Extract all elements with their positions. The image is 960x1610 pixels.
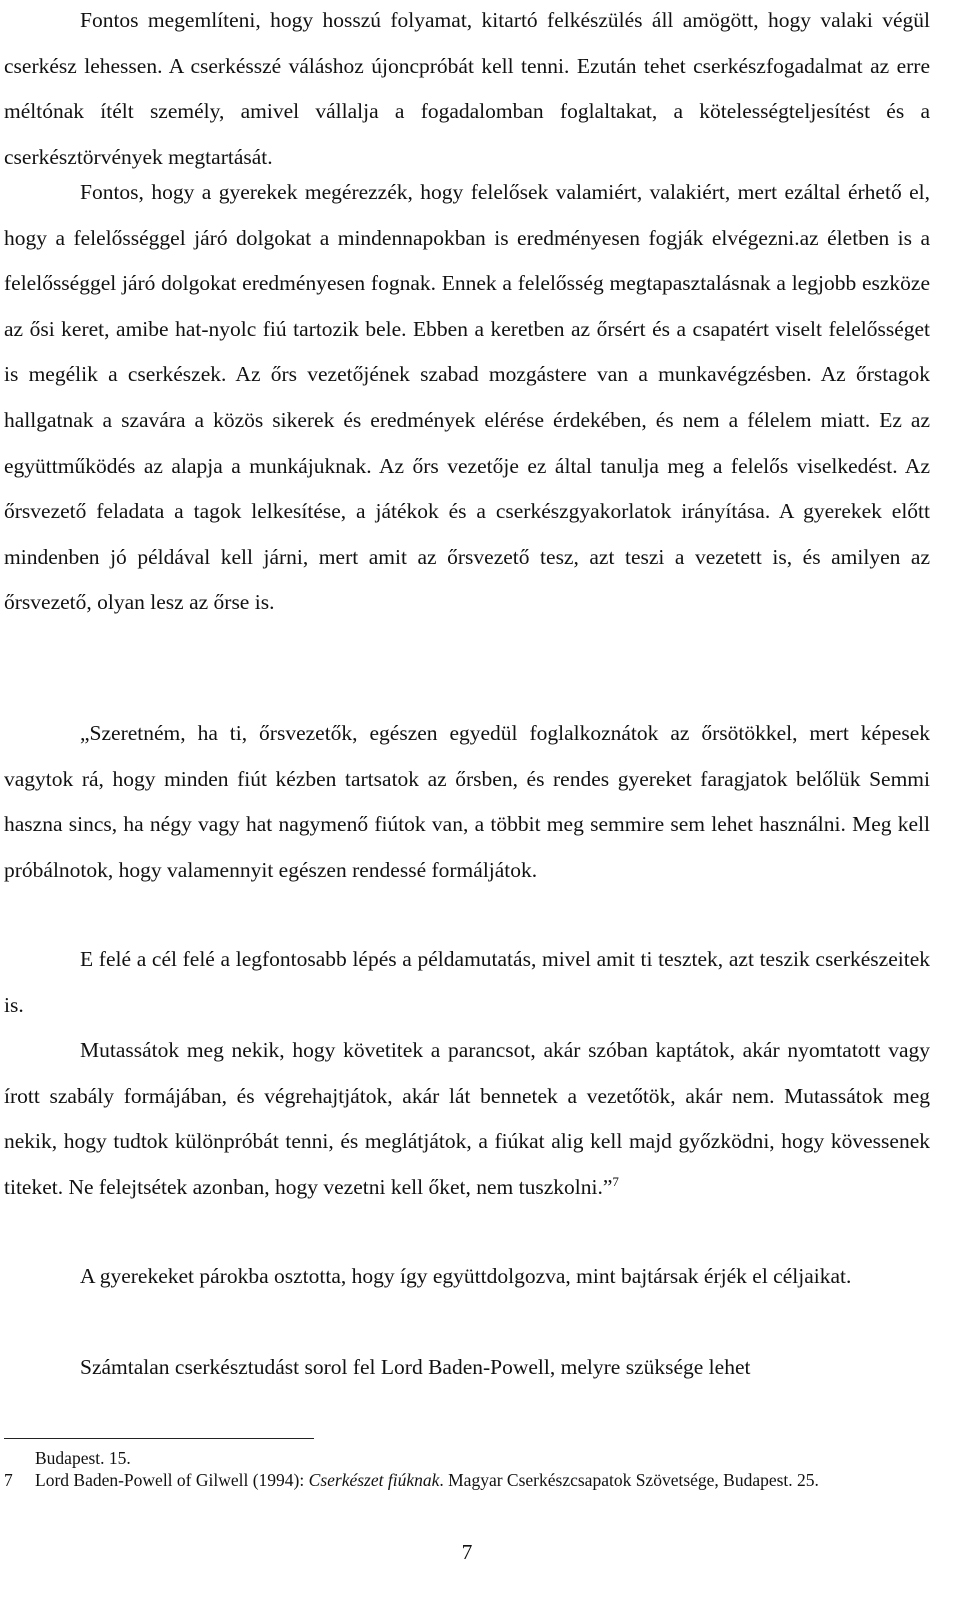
paragraph-5 [4, 1028, 930, 1210]
paragraph-3-quote: „Szeretném, ha ti, őrsvezetők, egészen egyedül foglalkoznátok az őrsötökkel, mert képesek vagytok rá, hogy minden fiút kézben tartsatok az őrsben, és rendes gyereket faragjatok belőlük Semmi haszna sincs, ha négy vagy hat nagymenő fiútok van, a többit meg semmire sem lehet használni. Meg kell próbálnotok, hogy valamennyit egészen rendessé formáljátok. [4, 721, 930, 882]
footnote-continuation [4, 1447, 930, 1469]
footnote-7-text-post: . Magyar Cserkészcsapatok Szövetsége, Budapest. 25. [439, 1470, 819, 1490]
footnotes [4, 1447, 930, 1491]
paragraph-1: Fontos megemlíteni, hogy hosszú folyamat, kitartó felkészülés áll amögött, hogy valaki végül cserkész lehessen. A cserkésszé váláshoz újoncpróbát kell tenni. Ezután tehet cserkészfogadalmat az erre méltónak ítélt személy, amivel vállalja a fogadalomban foglaltakat, a kötelességteljesítést és a cserkésztörvények megtartását. [4, 8, 930, 169]
footnote-7 [4, 1469, 930, 1491]
paragraph-7: Számtalan cserkésztudást sorol fel Lord Baden-Powell, melyre szüksége lehet [80, 1355, 751, 1379]
footnote-7-book-title: Cserkészet fiúknak [308, 1470, 440, 1490]
paragraph-6: A gyerekeket párokba osztotta, hogy így együttdolgozva, mint bajtársak érjék el céljaikat. [80, 1264, 852, 1288]
footnote-reference-7[interactable]: 7 [612, 1173, 619, 1189]
paragraph-5-text: Mutassátok meg nekik, hogy követitek a parancsot, akár szóban kaptátok, akár nyomtatott vagy írott szabály formájában, és végrehajtjátok, akár lát bennetek a vezetőtök, akár nem. Mutassátok meg nekik, hogy tudtok különpróbát tenni, és meglátjátok, a fiúkat alig kell majd győzködni, hogy kövessenek titeket. Ne felejtsétek azonban, hogy vezetni kell őket, nem tuszkolni.” [4, 1038, 930, 1199]
page-number: 7 [461, 1540, 473, 1564]
footnote-7-text-pre: Lord Baden-Powell of Gilwell (1994): [35, 1470, 309, 1490]
footnote-7-number: 7 [4, 1470, 13, 1490]
paragraph-4: E felé a cél felé a legfontosabb lépés a példamutatás, mivel amit ti tesztek, azt teszik cserkészeitek is. [4, 947, 930, 1017]
footnote-continuation-text: Budapest. 15. [35, 1448, 131, 1468]
footnote-separator [4, 1438, 314, 1439]
paragraph-2: Fontos, hogy a gyerekek megérezzék, hogy felelősek valamiért, valakiért, mert ezáltal érhető el, hogy a felelősséggel járó dolgokat a mindennapokban is eredményesen fogják elvégezni.az életben is a felelősséggel járó dolgokat eredményesen fognak. Ennek a felelősség megtapasztalásnak a legjobb eszköze az ősi keret, amibe hat-nyolc fiú tartozik bele. Ebben a keretben az őrsért és a csapatért viselt felelősséget is megélik a cserkészek. Az őrs vezetőjének szabad mozgástere van a munkavégzésben. Az őrstagok hallgatnak a szavára a közös sikerek és eredmények elérése érdekében, és nem a félelem miatt. Ez az együttműködés az alapja a munkájuknak. Az őrs vezetője ez által tanulja meg a felelős viselkedést. Az őrsvezető feladata a tagok lelkesítése, a játékok és a cserkészgyakorlatok irányítása. A gyerekek előtt mindenben jó példával kell járni, mert amit az őrsvezető tesz, azt teszi a vezetett is, és amilyen az őrsvezető, olyan lesz az őrse is. [4, 180, 930, 615]
